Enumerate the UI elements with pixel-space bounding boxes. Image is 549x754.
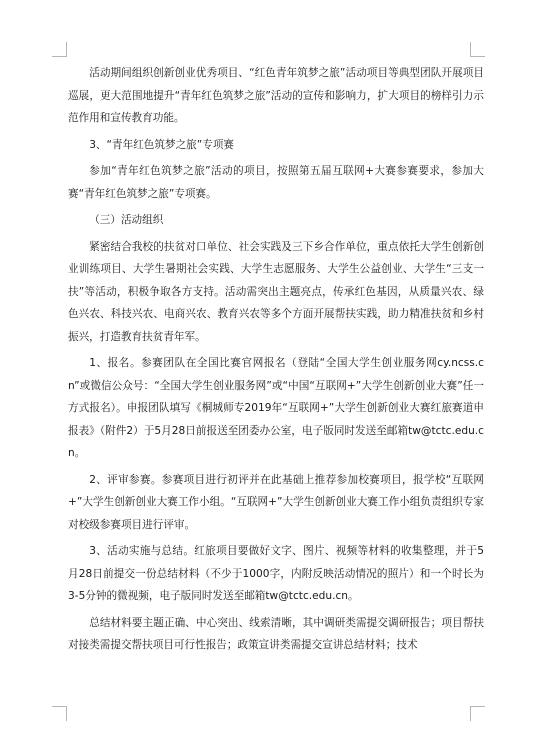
page-corner-mark-top-right: [470, 42, 485, 57]
paragraph-project-exhibition: 活动期间组织创新创业优秀项目、“红色青年筑梦之旅”活动项目等典型团队开展项目巡展，更大范围地提升“青年红色筑梦之旅”活动的宣传和影响力，扩大项目的榜样引力示范作用和宣传教育功能。: [68, 67, 484, 124]
paragraph-registration: 1、报名。参赛团队在全国比赛官网报名（登陆“全国大学生创业服务网cy.ncss.cn”或微信公众号：“全国大学生创业服务网”或“中国“互联网+”大学生创新创业大赛”任一方式报名）。申报团队填写《桐城师专2019年“互联网+”大学生创新创业大赛红旅赛道申报表》（附件2）于5月28日前报送至团委办公室，电子版同时发送至邮箱tw@tctc.edu.cn。: [68, 357, 484, 459]
document-body: [68, 62, 484, 661]
heading-activity-organization: （三）活动组织: [89, 214, 164, 226]
paragraph-activity-organization: 紧密结合我校的扶贫对口单位、社会实践及三下乡合作单位，重点依托大学生创新创业训练项目、大学生暑期社会实践、大学生志愿服务、大学生公益创业、大学生“三支一扶”等活动，积极争取各方支持。活动需突出主题亮点，传承红色基因，从质量兴农、绿色兴农、科技兴农、电商兴农、教育兴农等多个方面开展帮扶实践，助力精准扶贫和乡村振兴，打造教育扶贫青年军。: [68, 240, 484, 343]
page-corner-mark-bottom-left: [52, 706, 67, 721]
heading-special-competition: 3、“青年红色筑梦之旅”专项赛: [89, 138, 235, 151]
paragraph-summary-materials: 总结材料要主题正确、中心突出、线索清晰，其中调研类需提交调研报告；项目帮扶对接类需提交帮扶项目可行性报告；政策宣讲类需提交宣讲总结材料；技术: [68, 616, 484, 651]
page-corner-mark-top-left: [52, 42, 67, 57]
page-corner-mark-bottom-right: [470, 706, 485, 721]
paragraph-review: 2、评审参赛。参赛项目进行初评并在此基础上推荐参加校赛项目，报学校“互联网+”大学生创新创业大赛工作小组。“互联网+”大学生创新创业大赛工作小组负责组织专家对校级参赛项目进行评审。: [68, 473, 484, 531]
paragraph-special-competition: 参加“青年红色筑梦之旅”活动的项目，按照第五届互联网+大赛参赛要求，参加大赛“青年红色筑梦之旅”专项赛。: [68, 165, 484, 200]
paragraph-implementation: 3、活动实施与总结。红旅项目要做好文字、图片、视频等材料的收集整理，并于5月28日前提交一份总结材料（不少于1000字，内附反映活动情况的照片）和一个时长为3-5分钟的微视频，电子版同时发送至邮箱tw@tctc.edu.cn。: [68, 545, 484, 602]
